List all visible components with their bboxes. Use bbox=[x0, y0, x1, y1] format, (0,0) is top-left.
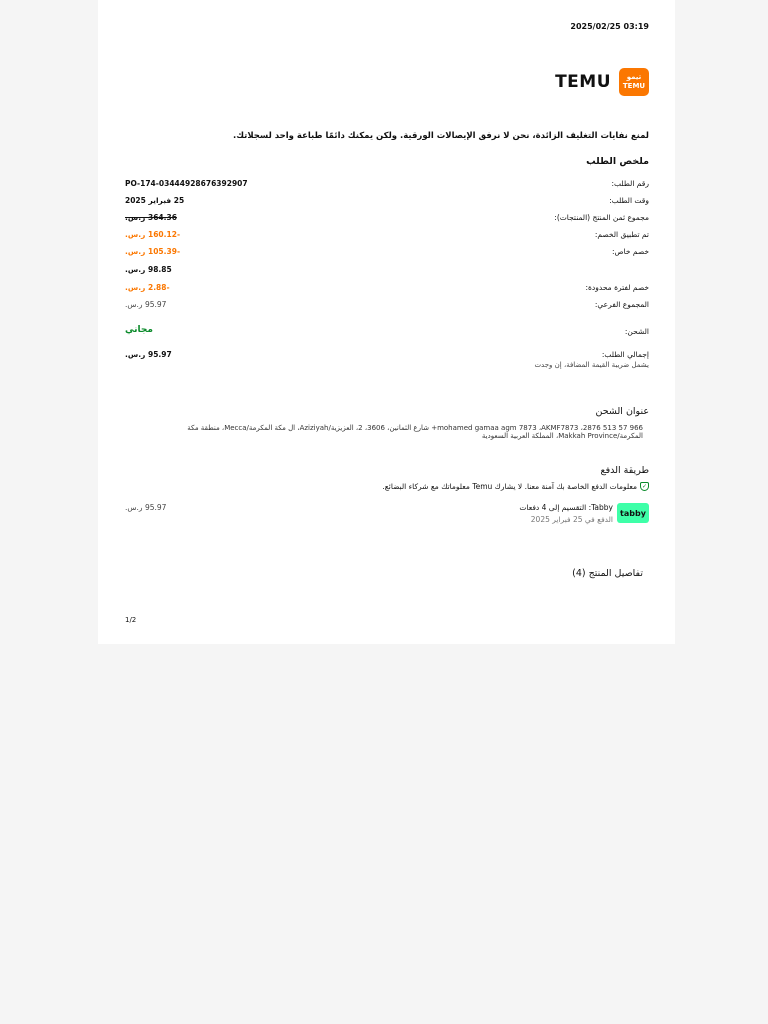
payment-secure-note bbox=[382, 482, 649, 491]
brand-header bbox=[555, 68, 649, 96]
limited-discount-label: خصم لفترة محدودة: bbox=[585, 283, 649, 292]
print-datetime: 2025/02/25 03:19 bbox=[570, 22, 649, 31]
logo-arabic-text: تيمو bbox=[626, 73, 642, 81]
limited-discount-value: -2.88 ر.س. bbox=[125, 283, 170, 292]
shield-check-icon: ✓ bbox=[641, 482, 648, 490]
payment-amount: 95.97 ر.س. bbox=[125, 503, 167, 512]
shipping-address bbox=[123, 424, 643, 440]
address-line-2: المكرمة/Makkah Province، المملكة العربية السعودية bbox=[481, 432, 643, 440]
after-special-value: 98.85 ر.س. bbox=[125, 265, 172, 274]
order-total-value: 95.97 ر.س. bbox=[125, 350, 172, 359]
brand-wordmark: TEMU bbox=[555, 72, 611, 92]
order-summary-title: ملخص الطلب bbox=[586, 156, 649, 167]
payment-method-text: Tabby: التقسيم إلى 4 دفعات bbox=[519, 503, 613, 512]
tabby-logo-icon: tabby bbox=[617, 503, 649, 523]
vat-note: يشمل ضريبة القيمة المضافة، إن وجدت bbox=[534, 361, 649, 369]
paperless-notice: لمنع نفايات التغليف الزائدة، نحن لا نرفق الإيصالات الورقية. ولكن يمكنك دائمًا طباعة واحد لسجلاتك. bbox=[233, 131, 649, 141]
shipping-address-title: عنوان الشحن bbox=[595, 406, 649, 417]
order-total-label: إجمالي الطلب: bbox=[601, 350, 649, 359]
product-details-title: تفاصيل المنتج (4) bbox=[572, 568, 643, 579]
page-number: 1/2 bbox=[125, 616, 137, 624]
payment-method-title: طريقة الدفع bbox=[600, 465, 649, 476]
subtotal-label: المجموع الفرعي: bbox=[594, 300, 649, 309]
shipping-value: مجاني bbox=[125, 325, 153, 335]
shipping-label: الشحن: bbox=[624, 327, 649, 336]
order-time-value: 25 فبراير 2025 bbox=[125, 196, 185, 205]
temu-logo-icon bbox=[619, 68, 649, 96]
items-total-value: 364.36 ر.س. bbox=[125, 213, 177, 222]
secure-note-text: معلومات الدفع الخاصة بك آمنة معنا. لا يشارك Temu معلوماتك مع شركاء البضائع. bbox=[382, 482, 637, 491]
receipt-page bbox=[98, 0, 675, 644]
order-number-value: PO-174-03444928676392907 bbox=[125, 179, 248, 188]
order-time-label: وقت الطلب: bbox=[609, 196, 649, 205]
discount-applied-value: -160.12 ر.س. bbox=[125, 230, 181, 239]
subtotal-value: 95.97 ر.س. bbox=[125, 300, 167, 309]
special-discount-label: خصم خاص: bbox=[611, 247, 649, 256]
items-total-label: مجموع ثمن المنتج (المنتجات): bbox=[554, 213, 649, 222]
discount-applied-label: تم تطبيق الخصم: bbox=[594, 230, 649, 239]
logo-latin-text: TEMU bbox=[622, 82, 646, 90]
order-number-label: رقم الطلب: bbox=[611, 179, 649, 188]
address-line-1: mohamed gamaa agm 7873 ،AKMF7873 ،2876 513 57 966+ شارع الثمانين، 3606، 2، العزيزية/Aziziyah، ال مكة المكرمة/Mecca، منطقة مكة bbox=[187, 424, 643, 432]
payment-date: الدفع في 25 فبراير 2025 bbox=[530, 515, 613, 524]
special-discount-value: -105.39 ر.س. bbox=[125, 247, 181, 256]
